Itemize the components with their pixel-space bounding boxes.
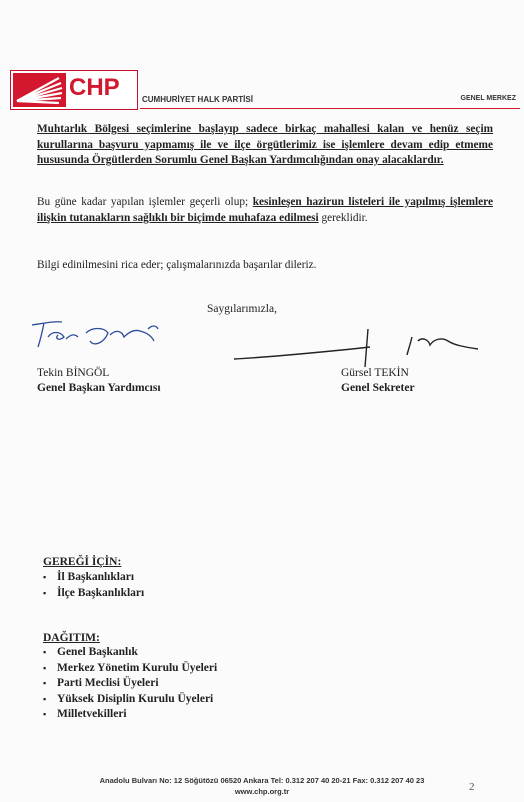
list-item: ▪ İl Başkanlıkları [43, 570, 144, 586]
page-number: 2 [469, 781, 475, 793]
list-item: ▪ Yüksek Disiplin Kurulu Üyeleri [43, 692, 217, 708]
dagitim-section-title: DAĞITIM: [43, 632, 100, 644]
gerek-list [43, 570, 144, 601]
paragraph-2-end: gereklidir. [321, 211, 368, 224]
signatory-right [341, 366, 415, 396]
party-name: CUMHURİYET HALK PARTİSİ [142, 95, 253, 104]
signatory-left [37, 366, 161, 396]
left-signatory-name: Tekin BİNGÖL [37, 367, 110, 379]
footer-address: Anadolu Bulvarı No: 12 Söğütözü 06520 Ankara Tel: 0.312 207 40 20-21 Fax: 0.312 207 40 23 [99, 776, 425, 785]
paragraph-3: Bilgi edinilmesini rica eder; çalışmalarınızda başarılar dileriz. [37, 259, 317, 271]
left-signatory-title: Genel Başkan Yardımcısı [37, 382, 161, 394]
paragraph-2-intro: Bu güne kadar yapılan işlemler geçerli olup; [37, 196, 249, 208]
list-item: ▪ İlçe Başkanlıkları [43, 586, 144, 602]
paragraph-2-emphasis: kesinleşen hazirun listeleri ile yapılmış işlemlere ilişkin tutanakların sağlıklı bir biçimde muhafaza edilmesi [37, 196, 494, 224]
logo-text: CHP [69, 74, 120, 101]
list-item: ▪ Milletvekilleri [43, 707, 217, 723]
six-arrows-emblem [13, 73, 66, 107]
footer-website[interactable]: www.chp.org.tr [234, 787, 290, 796]
chp-logo [10, 70, 138, 110]
closing-salutation: Saygılarımızla, [207, 303, 277, 315]
list-item: ▪ Merkez Yönetim Kurulu Üyeleri [43, 661, 217, 677]
six-arrows-icon [13, 73, 66, 107]
right-signatory-title: Genel Sekreter [341, 382, 415, 394]
right-signatory-name: Gürsel TEKİN [341, 367, 409, 379]
letterhead [10, 70, 520, 110]
header-divider [140, 108, 520, 109]
genel-merkez-label: GENEL MERKEZ [460, 95, 516, 102]
list-item: ▪ Genel Başkanlık [43, 645, 217, 661]
paragraph-2 [37, 195, 493, 226]
signature-left [30, 315, 170, 355]
list-item: ▪ Parti Meclisi Üyeleri [43, 676, 217, 692]
gerek-section-title: GEREĞİ İÇİN: [43, 556, 122, 568]
dagitim-list [43, 645, 217, 723]
paragraph-1: Muhtarlık Bölgesi seçimlerine başlayıp sadece birkaç mahallesi kalan ve henüz seçim kurullarına başvuru yapmamış ile ve ilçe örgütlerimiz ise işlemlere devam edip etmeme hususunda Örgütlerden Sorumlu Genel Başkan Yardımcılığından onay alacaklardır. [37, 123, 493, 166]
